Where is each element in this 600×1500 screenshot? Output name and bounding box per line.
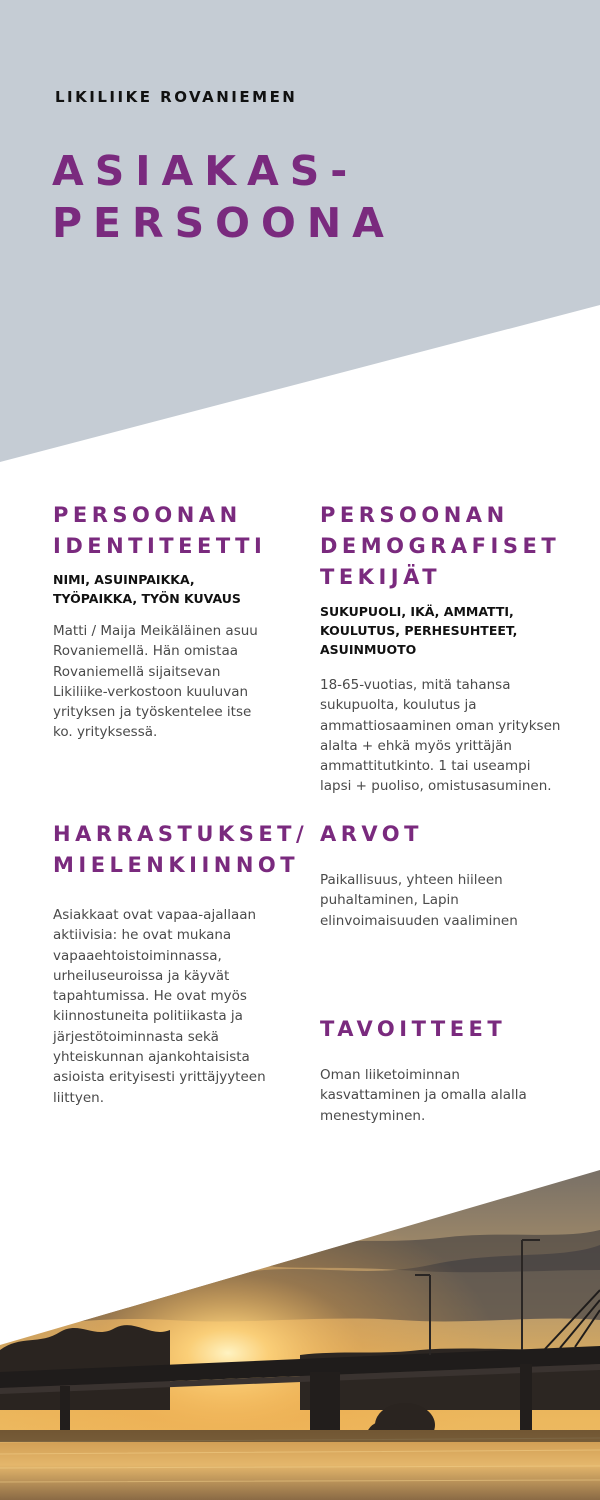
section-title-line: PERSOONAN	[53, 503, 242, 527]
section-title	[53, 500, 298, 562]
section-title-line: TAVOITTEET	[320, 1017, 507, 1041]
body-line: ammattiosaaminen oman yrityksen	[320, 717, 561, 734]
section-body	[53, 905, 303, 1108]
body-line: liittyen.	[53, 1089, 104, 1106]
section-title-line: IDENTITEETTI	[53, 534, 267, 558]
body-line: järjestötoiminnasta sekä	[53, 1028, 219, 1045]
body-line: lapsi + puoliso, omistusasuminen.	[320, 778, 552, 795]
body-line: yrityksen ja työskentelee itse	[53, 704, 252, 721]
section-demographics	[320, 500, 595, 797]
body-line: tapahtumissa. He ovat myös	[53, 988, 247, 1005]
section-subtitle-line: ASUINMUOTO	[320, 642, 417, 657]
body-line: puhaltaminen, Lapin	[320, 892, 459, 909]
page-title-line: PERSOONA	[52, 199, 395, 247]
section-subtitle	[53, 570, 298, 608]
body-line: urheiluseuroissa ja käyvät	[53, 967, 230, 984]
section-title-line: DEMOGRAFISET	[320, 534, 561, 558]
header-subtitle: LIKILIIKE ROVANIEMEN	[55, 88, 298, 106]
body-line: kasvattaminen ja omalla alalla	[320, 1087, 527, 1104]
body-line: vapaaehtoistoiminnassa,	[53, 947, 222, 964]
body-line: Oman liiketoiminnan	[320, 1067, 460, 1083]
section-body	[320, 675, 595, 797]
body-line: ammattitutkinto. 1 tai useampi	[320, 758, 531, 775]
section-title	[320, 1014, 595, 1045]
body-line: Asiakkaat ovat vapaa-ajallaan	[53, 907, 257, 923]
section-title-line: MIELENKIINNOT	[53, 853, 300, 877]
section-body	[53, 621, 298, 743]
section-title-line: TEKIJÄT	[320, 565, 442, 589]
section-goals	[320, 1014, 595, 1126]
section-subtitle	[320, 602, 595, 659]
section-subtitle-line: SUKUPUOLI, IKÄ, AMMATTI,	[320, 604, 514, 619]
section-title	[320, 819, 595, 850]
body-line: yhteiskunnan ajankohtaisista	[53, 1049, 250, 1066]
body-line: asioista erityisesti yrittäjyyteen	[53, 1069, 266, 1086]
section-subtitle-line: KOULUTUS, PERHESUHTEET,	[320, 623, 518, 638]
section-body	[320, 1065, 595, 1126]
body-line: Rovaniemellä sijaitsevan	[53, 663, 221, 680]
body-line: alalta + ehkä myös yrittäjän	[320, 737, 512, 754]
sunset-bridge-photo	[0, 1150, 600, 1500]
body-line: kiinnostuneita politiikasta ja	[53, 1008, 243, 1025]
body-line: Rovaniemellä. Hän omistaa	[53, 643, 239, 660]
section-title-line: HARRASTUKSET/	[53, 822, 309, 846]
body-line: 18-65-vuotias, mitä tahansa	[320, 677, 511, 693]
body-line: Paikallisuus, yhteen hiileen	[320, 872, 503, 888]
section-title	[53, 819, 309, 881]
section-values	[320, 819, 595, 931]
page-title	[52, 145, 395, 249]
body-line: aktiivisia: he ovat mukana	[53, 927, 232, 944]
page-title-line: ASIAKAS-	[52, 147, 359, 195]
body-line: elinvoimaisuuden vaaliminen	[320, 912, 518, 929]
section-identity	[53, 500, 298, 743]
section-title-line: ARVOT	[320, 822, 423, 846]
body-line: menestyminen.	[320, 1107, 426, 1124]
body-line: sukupuolta, koulutus ja	[320, 697, 477, 714]
section-body	[320, 870, 595, 931]
section-subtitle-line: TYÖPAIKKA, TYÖN KUVAUS	[53, 591, 241, 606]
section-title-line: PERSOONAN	[320, 503, 509, 527]
section-hobbies	[53, 819, 309, 1108]
body-line: Matti / Maija Meikäläinen asuu	[53, 623, 258, 639]
section-subtitle-line: NIMI, ASUINPAIKKA,	[53, 572, 195, 587]
section-title	[320, 500, 595, 593]
body-line: ko. yrityksessä.	[53, 724, 158, 741]
body-line: Likiliike-verkostoon kuuluvan	[53, 683, 249, 700]
